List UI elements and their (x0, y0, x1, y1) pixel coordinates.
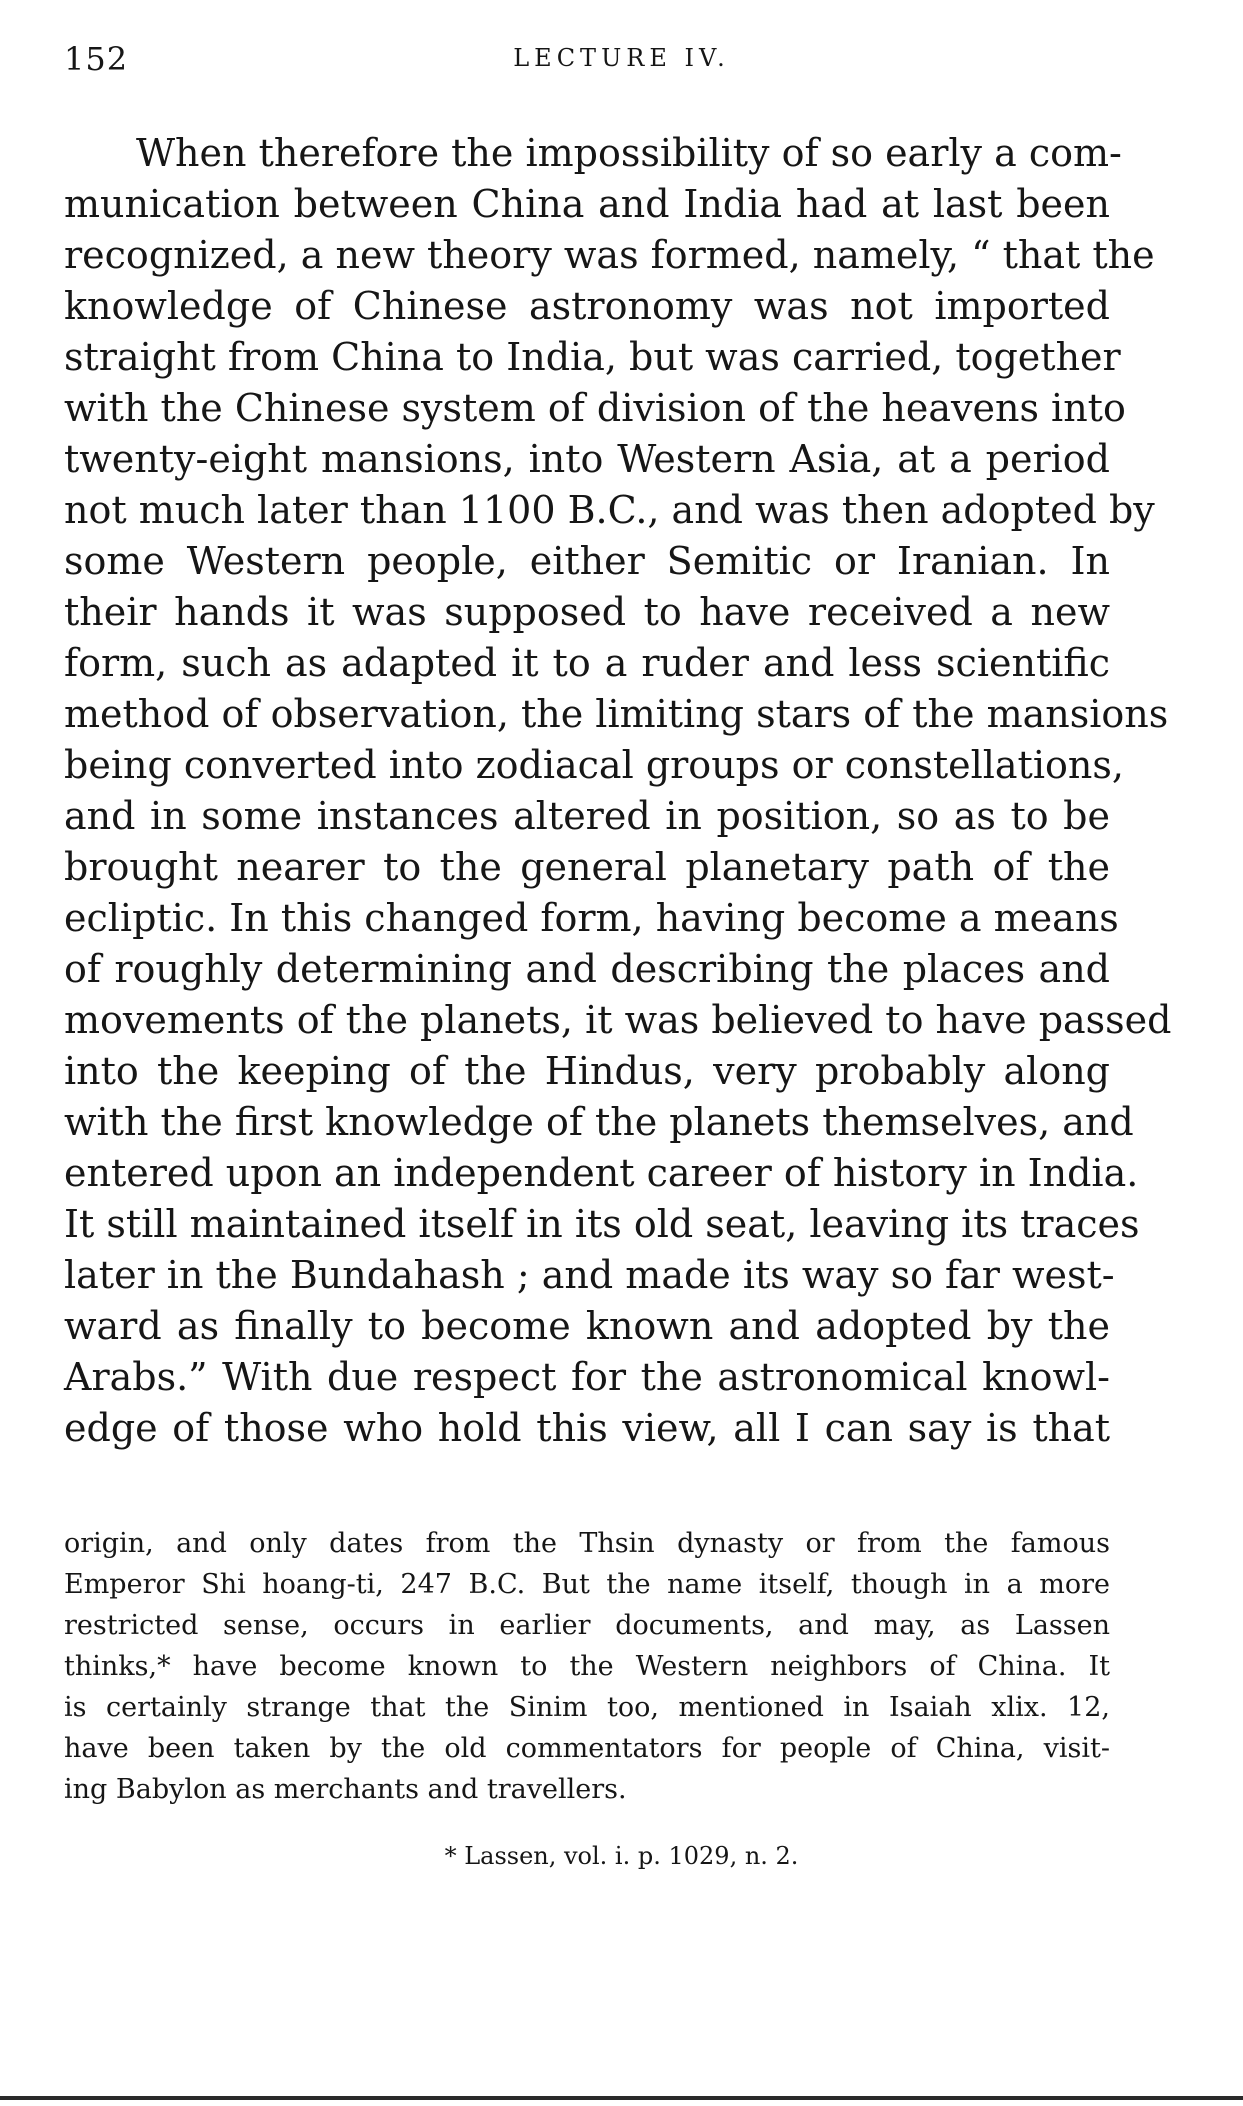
footnote-line: ing Babylon as merchants and travellers. (64, 1774, 627, 1805)
body-line: recognized, a new theory was formed, namely, “ that the (64, 233, 1155, 277)
body-text (64, 128, 1172, 1454)
body-line: When therefore the impossibility of so early a com- (136, 131, 1122, 175)
footnote-text (64, 1523, 1110, 1810)
body-line: brought nearer to the general planetary path of the (64, 845, 1110, 889)
footnote-line: restricted sense, occurs in earlier documents, and may, as Lassen (64, 1610, 1110, 1641)
footnote-line: origin, and only dates from the Thsin dynasty or from the famous (64, 1528, 1110, 1559)
body-line: ward as finally to become known and adopted by the (64, 1304, 1110, 1348)
body-line: munication between China and India had at last been (64, 182, 1110, 226)
body-line: straight from China to India, but was carried, together (64, 335, 1121, 379)
footnote-line: is certainly strange that the Sinim too, mentioned in Isaiah xlix. 12, (64, 1692, 1110, 1723)
footnote-line: thinks,* have become known to the Western neighbors of China. It (64, 1651, 1110, 1682)
body-line: with the Chinese system of division of the heavens into (64, 386, 1126, 430)
body-line: It still maintained itself in its old seat, leaving its traces (64, 1202, 1140, 1246)
body-line: into the keeping of the Hindus, very probably along (64, 1049, 1110, 1093)
body-line: being converted into zodiacal groups or constellations, (64, 743, 1124, 787)
bottom-rule (0, 2096, 1243, 2100)
sub-footnote: * Lassen, vol. i. p. 1029, n. 2. (444, 1842, 799, 1870)
body-line: twenty-eight mansions, into Western Asia, at a period (64, 437, 1110, 481)
running-head: LECTURE IV. (513, 44, 730, 72)
body-line: edge of those who hold this view, all I can say is that (64, 1406, 1110, 1450)
body-line: movements of the planets, it was believed to have passed (64, 998, 1172, 1042)
body-line: some Western people, either Semitic or Iranian. In (64, 539, 1110, 583)
footnote-line: have been taken by the old commentators for people of China, visit- (64, 1733, 1110, 1764)
body-line: not much later than 1100 B.C., and was then adopted by (64, 488, 1155, 532)
body-line: knowledge of Chinese astronomy was not imported (64, 284, 1110, 328)
body-line: and in some instances altered in position, so as to be (64, 794, 1110, 838)
body-line: later in the Bundahash ; and made its way so far west- (64, 1253, 1115, 1297)
body-line: Arabs.” With due respect for the astronomical knowl- (64, 1355, 1110, 1399)
body-line: form, such as adapted it to a ruder and less scientific (64, 641, 1110, 685)
body-line: their hands it was supposed to have received a new (64, 590, 1110, 634)
body-line: of roughly determining and describing the places and (64, 947, 1110, 991)
page-number: 152 (64, 40, 129, 78)
body-line: method of observation, the limiting stars of the mansions (64, 692, 1169, 736)
body-line: ecliptic. In this changed form, having become a means (64, 896, 1119, 940)
body-line: entered upon an independent career of history in India. (64, 1151, 1139, 1195)
body-line: with the first knowledge of the planets themselves, and (64, 1100, 1134, 1144)
footnote-line: Emperor Shi hoang-ti, 247 B.C. But the name itself, though in a more (64, 1569, 1110, 1600)
